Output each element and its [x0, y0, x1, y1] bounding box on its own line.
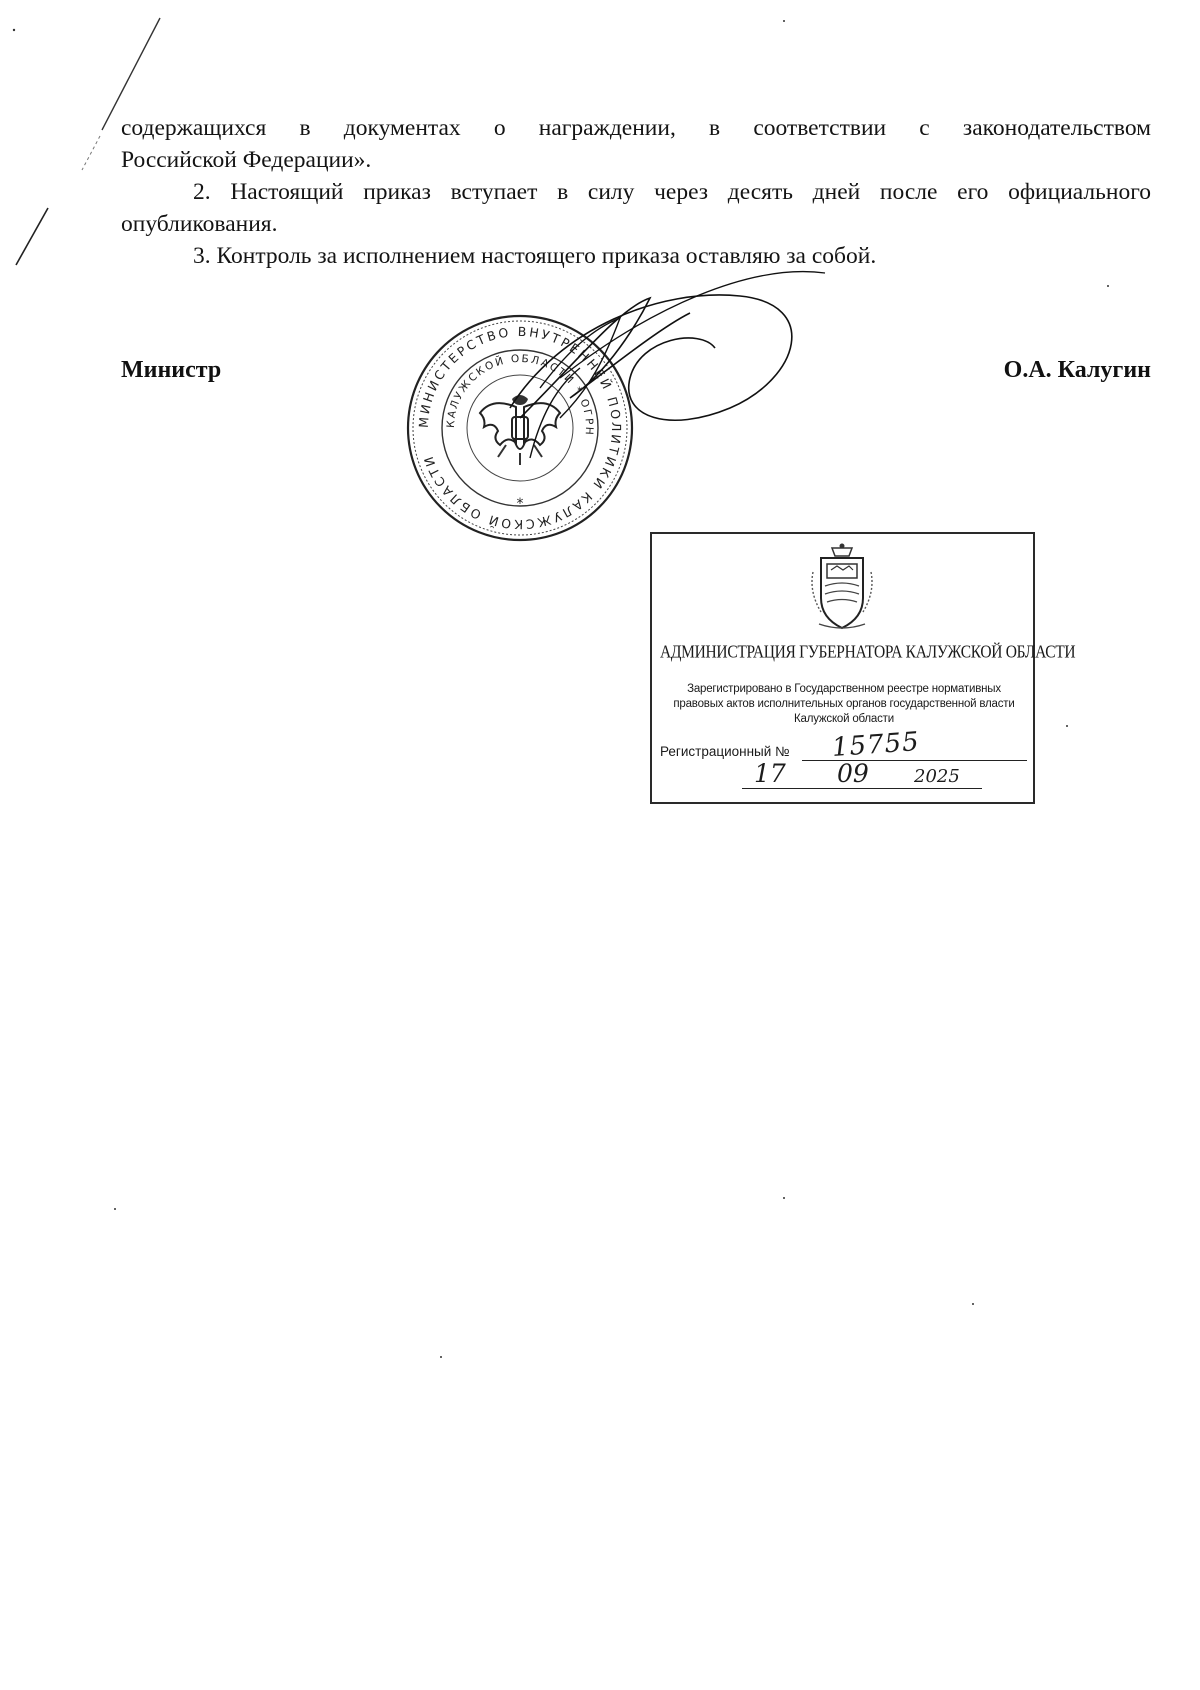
paragraph-2 — [121, 176, 1151, 208]
stamp-date-month: 09 — [837, 759, 869, 788]
scan-speck — [114, 1208, 116, 1210]
stamp-title: АДМИНИСТРАЦИЯ ГУБЕРНАТОРА КАЛУЖСКОЙ ОБЛАСТИ — [660, 642, 1076, 663]
stamp-reg-number: 15755 — [831, 726, 921, 764]
seal-outer-text: МИНИСТЕРСТВО ВНУТРЕННЕЙ ПОЛИТИКИ КАЛУЖСКОЙ ОБЛАСТИ — [415, 323, 625, 533]
stamp-date-underline — [742, 788, 982, 789]
paragraph-2-line-2: опубликования. — [121, 211, 278, 237]
scan-speck — [972, 1303, 974, 1305]
paragraph-2-line-1: 2. Настоящий приказ вступает в силу через десять дней после его официального — [193, 179, 1151, 205]
document-body — [121, 112, 1151, 272]
svg-text:*: * — [516, 496, 524, 512]
paragraph-1-line-2: Российской Федерации». — [121, 147, 372, 173]
paragraph-3-line-1: 3. Контроль за исполнением настоящего приказа оставляю за собой. — [193, 243, 877, 269]
scan-speck — [1107, 285, 1109, 287]
paragraph-1 — [121, 112, 1151, 176]
scan-speck — [1066, 725, 1068, 727]
stamp-date-day: 17 — [754, 759, 786, 788]
stamp-registration-text — [660, 682, 1028, 727]
signature-row — [121, 357, 1151, 397]
position-title: Министр — [121, 357, 222, 383]
stamp-reg-label: Регистрационный № — [660, 744, 790, 759]
registration-stamp — [650, 532, 1076, 804]
coat-of-arms-icon — [807, 542, 877, 632]
stamp-text-line-2: правовых актов исполнительных органов государственной власти — [673, 698, 1015, 710]
scan-speck — [783, 20, 785, 22]
scan-speck — [783, 1197, 785, 1199]
paragraph-2-cont — [121, 208, 1151, 240]
stamp-text-line-1: Зарегистрировано в Государственном реестре нормативных — [687, 683, 1001, 695]
stamp-date-year: 2025 — [914, 766, 960, 787]
seal-inner-text: КАЛУЖСКОЙ ОБЛАСТИ * ОГРН — [444, 352, 596, 438]
stamp-text-line-3: Калужской области — [794, 713, 894, 725]
paragraph-1-line-1: содержащихся в документах о награждении, в соответствии с законодательством — [121, 115, 1151, 141]
scan-speck — [440, 1356, 442, 1358]
signatory-name: О.А. Калугин — [1003, 357, 1151, 383]
